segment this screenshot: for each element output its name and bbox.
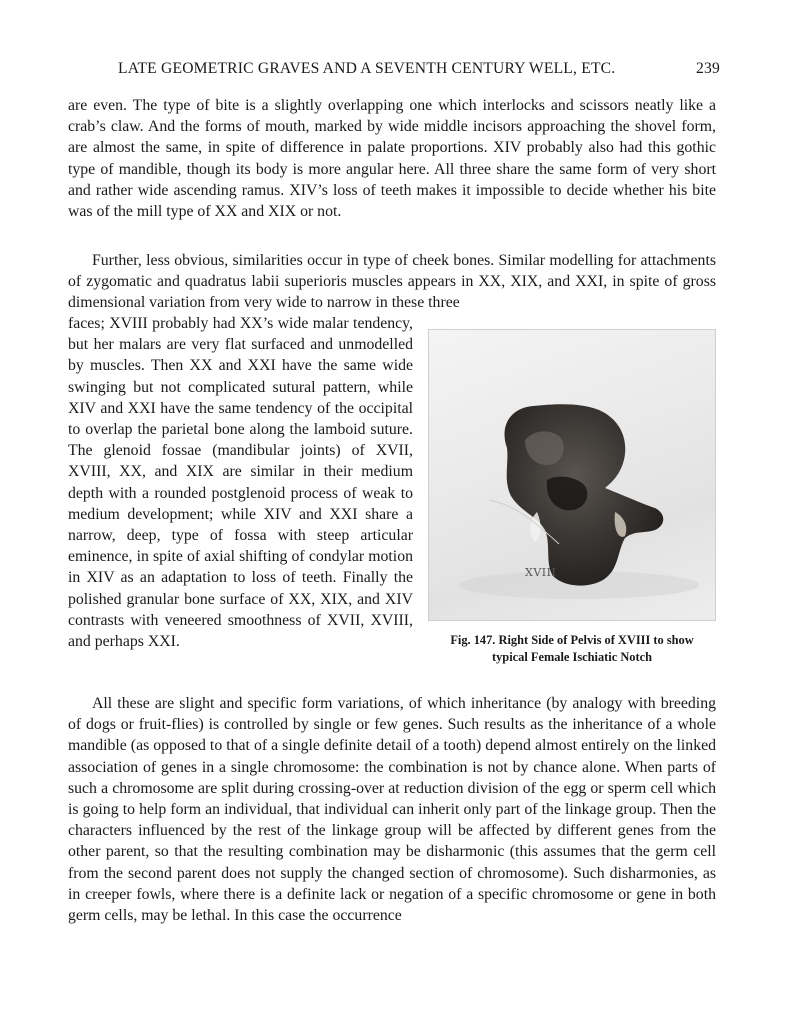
pelvis-photograph: [428, 329, 716, 621]
paragraph-cheek-bones: Further, less obvious, similarities occur in type of cheek bones. Similar modelling for attachments of zygomatic and quadratus labii superioris muscles appears in XX, XIX, and XXI, in spite of gross dimensional variation from very wide to narrow in these three: [68, 252, 716, 312]
specimen-label: XVIII: [525, 566, 557, 579]
running-title: LATE GEOMETRIC GRAVES AND A SEVENTH CENTURY WELL, ETC.: [118, 60, 616, 77]
paragraph-cheek-bones-continued: faces; XVIII probably had XX’s wide malar tendency, but her malars are very flat surfaced and unmodelled by muscles. Then XX and XXI have the same wide swinging but not complicated sutural pattern, while XIV and XXI have the same tendency of the occipital to overlap the parietal bone along the lamboid suture. The glenoid fossae (mandibular joints) of XVII, XVIII, XX, and XIX are similar in their medium depth with a rounded postglenoid process of weak to medium development; while XIV and XXI share a narrow, deep, type of fossa with steep articular eminence, in spite of axial shifting of condylar motion in XIV as an adaptation to loss of teeth. Finally the polished granular bone surface of XX, XIX, and XIV contrasts with veneered smoothness of XVII, XVIII, and perhaps XXI.: [68, 315, 413, 651]
paragraph-inheritance: All these are slight and specific form variations, of which inheritance (by analogy with breeding of dogs or fruit-flies) is controlled by single or few genes. Such results as the inheritance of a whole mandible (as opposed to that of a single definite detail of a tooth) depend almost entirely on the linked association of genes in a single chromosome: the combination is not by chance alone. When parts of such a chromosome are split during crossing-over at reduction division of the egg or sperm cell which is going to help form an individual, that individual can inherit only part of the linkage group. Then the characters influenced by the rest of the linkage group will be affected by different genes from the other parent, so that the resulting combination may be disharmonic (this assumes that the germ cell from the second parent does not supply the changed section of chromosome). Such disharmonies, as in creeper fowls, where there is a definite lack or negation of a specific chromosome or gene in both germ cells, may be lethal. In this case the occurrence: [68, 695, 716, 925]
running-header: [118, 60, 720, 82]
pelvis-bone-image: [429, 330, 716, 621]
caption-line-2: typical Female Ischiatic Notch: [491, 649, 652, 664]
page-number: 239: [696, 60, 720, 77]
paragraph-bite-types: are even. The type of bite is a slightly overlapping one which interlocks and scissors neatly like a crab’s claw. And the forms of mouth, marked by wide middle incisors approaching the shovel form, are almost the same, in spite of difference in palate proportions. XIV probably also had this gothic type of mandible, though its body is more angular here. All three share the same form of very short and rather wide ascending ramus. XIV’s loss of teeth makes it impossible to decide whether his bite was of the mill type of XX and XIX or not.: [68, 97, 716, 221]
figure-caption: [428, 632, 716, 665]
caption-line-1: Fig. 147. Right Side of Pelvis of XVIII to show: [450, 633, 694, 647]
figure-147: [428, 329, 716, 669]
